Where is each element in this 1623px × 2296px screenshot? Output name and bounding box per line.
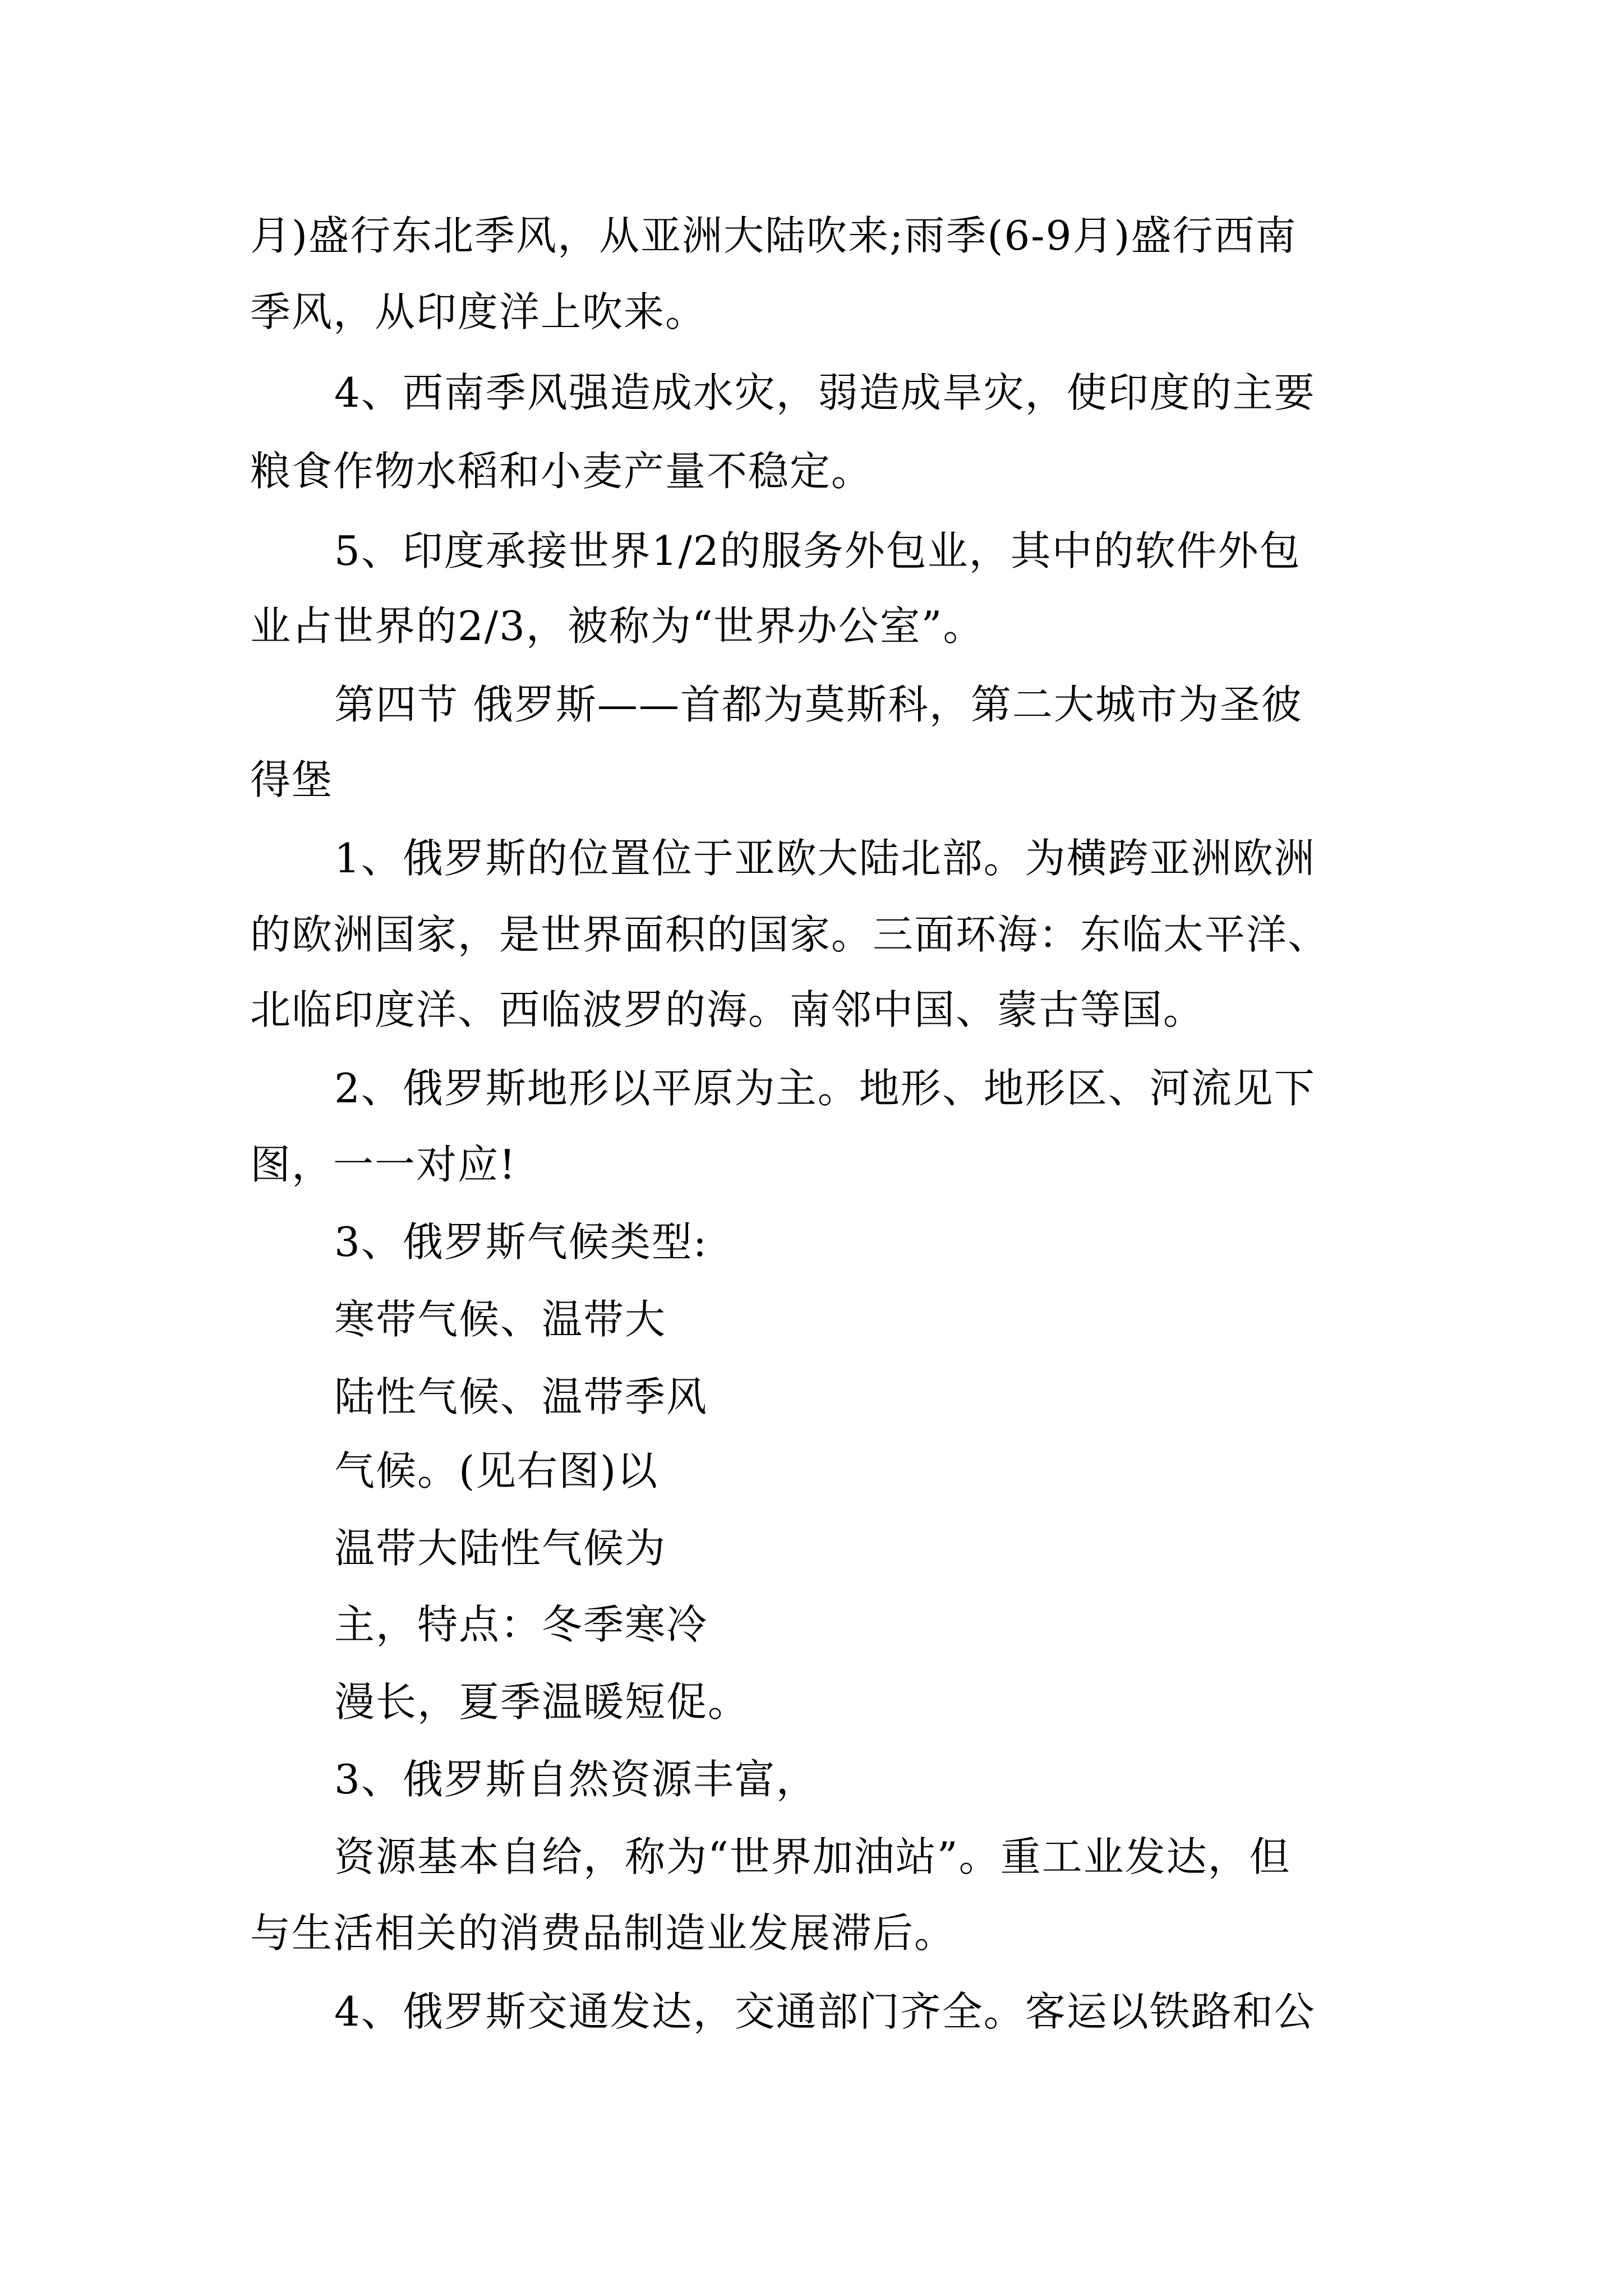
text-line: 粮食作物水稻和小麦产量不稳定。 [250, 448, 873, 495]
text-line: 陆性气候、温带季风 [334, 1373, 708, 1420]
text-line: 3、俄罗斯自然资源丰富， [334, 1756, 818, 1803]
text-line: 的欧洲国家，是世界面积的国家。三面环海：东临太平洋、 [250, 911, 1330, 958]
text-line: 漫长，夏季温暖短促。 [334, 1678, 750, 1726]
text-line: 季风，从印度洋上吹来。 [250, 288, 707, 335]
text-line: 2、俄罗斯地形以平原为主。地形、地形区、河流见下 [334, 1065, 1316, 1112]
text-line: 图，一一对应! [250, 1141, 517, 1188]
text-line: 北临印度洋、西临波罗的海。南邻中国、蒙古等国。 [250, 986, 1205, 1033]
text-line: 与生活相关的消费品制造业发展滞后。 [250, 1910, 956, 1957]
text-line: 4、西南季风强造成水灾，弱造成旱灾，使印度的主要 [334, 369, 1316, 416]
text-line: 1、俄罗斯的位置位于亚欧大陆北部。为横跨亚洲欧洲 [334, 835, 1316, 882]
text-line: 4、俄罗斯交通发达，交通部门齐全。客运以铁路和公 [334, 1988, 1316, 2035]
text-line: 业占世界的2/3，被称为“世界办公室”。 [250, 602, 985, 650]
text-line: 得堡 [250, 756, 334, 803]
text-line: 温带大陆性气候为 [334, 1525, 667, 1572]
text-line: 资源基本自给，称为“世界加油站”。重工业发达，但 [334, 1833, 1291, 1880]
text-line: 月)盛行东北季风，从亚洲大陆吹来;雨季(6-9月)盛行西南 [250, 212, 1297, 259]
text-line: 主，特点：冬季寒冷 [334, 1601, 708, 1648]
text-line: 寒带气候、温带大 [334, 1296, 667, 1343]
text-line: 3、俄罗斯气候类型: [334, 1218, 708, 1266]
text-line: 气候。(见右图)以 [334, 1447, 659, 1494]
text-line: 5、印度承接世界1/2的服务外包业，其中的软件外包 [334, 527, 1301, 574]
section-heading: 第四节 俄罗斯——首都为莫斯科，第二大城市为圣彼 [334, 681, 1303, 728]
